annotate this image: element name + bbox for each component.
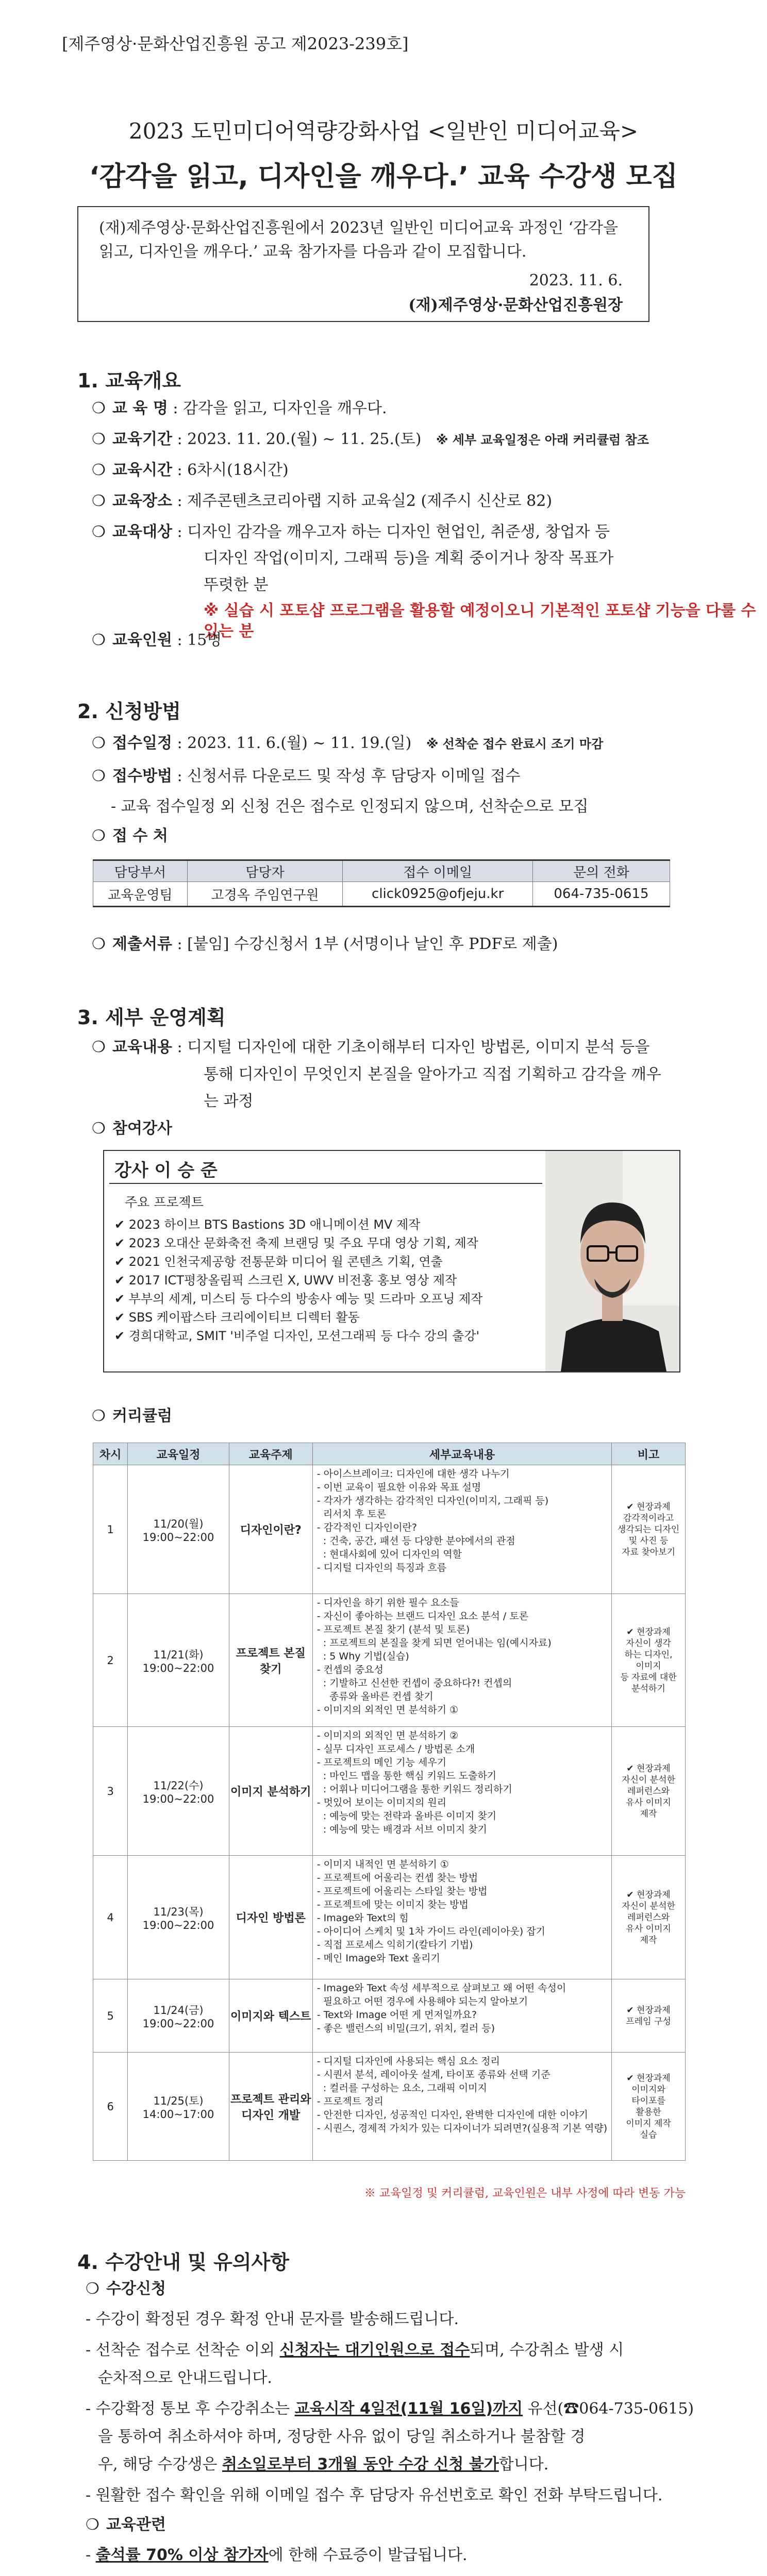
- table-row: [93, 1979, 686, 2053]
- curr-details: [312, 1594, 611, 1727]
- table-row: [93, 2053, 686, 2161]
- instructor-name: 강사 이 승 준: [114, 1160, 218, 1181]
- curr-details: [312, 1727, 611, 1856]
- curr-no: 4: [93, 1856, 128, 1979]
- docs-value: : [붙임] 수강신청서 1부 (서명이나 날인 후 PDF로 제출): [177, 935, 558, 953]
- intro-line1: (재)제주영상·문화산업진흥원에서 2023년 일반인 미디어교육 과정인 ‘감각을: [99, 219, 618, 237]
- circle-bullet-icon: ❍: [92, 492, 106, 510]
- curr-schedule: [128, 1594, 229, 1727]
- curr-detail-line: - 디지털 디자인에 사용되는 핵심 요소 정리: [316, 2056, 500, 2067]
- curr-date: 11/25(토): [153, 2094, 204, 2107]
- notice-item1: - 수강이 확정된 경우 확정 안내 문자를 발송해드립니다.: [86, 2310, 459, 2328]
- curr-detail-line: - 디자인을 하기 위한 필수 요소들: [316, 1597, 459, 1608]
- curr-remark: ✔ 현장과제 자신이 분석한 레퍼런스와 유사 이미지 제작: [612, 1856, 686, 1979]
- check-icon: ✔: [114, 1310, 129, 1325]
- curr-detail-line: : 현대사회에 있어 디자인의 역할: [316, 1549, 462, 1560]
- section4-heading: 4. 수강안내 및 유의사항: [77, 2251, 289, 2274]
- instructor-row: [92, 1117, 172, 1141]
- content-value1: : 디지털 디자인에 대한 기초이해부터 디자인 방법론, 이미지 분석 등을: [177, 1038, 650, 1056]
- edu-place-label: 교육장소: [112, 492, 172, 510]
- curr-no: 3: [93, 1727, 128, 1856]
- notice-item2: - 선착순 접수로 선착순 이외 신청자는 대기인원으로 접수되며, 수강취소 발생 시: [86, 2341, 624, 2359]
- edu-name-label: 교 육 명: [112, 399, 168, 417]
- circle-bullet-icon: ❍: [92, 767, 106, 785]
- curr-date: 11/23(목): [153, 1905, 204, 1918]
- intro-date: 2023. 11. 6.: [529, 272, 623, 290]
- circle-bullet-icon: ❍: [92, 631, 106, 649]
- curr-details: [312, 1856, 611, 1979]
- curr-header: 교육일정: [128, 1443, 229, 1465]
- notice-item6: [86, 2573, 613, 2576]
- table-row: [93, 1856, 686, 1979]
- edu-place-row: [92, 489, 552, 513]
- curr-detail-line: - 아이스브레이크: 디자인에 대한 생각 나누기: [316, 1468, 510, 1480]
- curr-time: 19:00~22:00: [142, 1919, 214, 1931]
- content-value2: 통해 디자인이 무엇인지 본질을 알아가고 직접 기획하고 감각을 깨우: [204, 1065, 661, 1083]
- curr-detail-line: 필요하고 어떤 경우에 사용해야 되는지 알아보기: [316, 1996, 528, 2007]
- sub-apply: ❍ 수강신청: [86, 2277, 166, 2301]
- edu-period-label: 교육기간: [112, 430, 172, 448]
- curr-time: 19:00~22:00: [142, 1662, 214, 1674]
- curr-time: 19:00~22:00: [142, 1531, 214, 1544]
- instructor-major: 주요 프로젝트: [125, 1195, 204, 1210]
- circle-bullet-icon: ❍: [92, 399, 106, 417]
- curr-detail-line: : 마인드 맵을 통한 핵심 키워드 도출하기: [316, 1770, 497, 1782]
- method-row: [92, 765, 520, 788]
- curr-no: 2: [93, 1594, 128, 1727]
- intro-line2: 읽고, 디자인을 깨우다.’ 교육 참가자를 다음과 같이 모집합니다.: [99, 243, 527, 261]
- circle-bullet-icon: ❍: [92, 935, 106, 953]
- curr-detail-line: : 기발하고 신선한 컨셉이 중요하다?! 컨셉의: [316, 1677, 512, 1689]
- edu-target-value1: : 디자인 감각을 깨우고자 하는 디자인 현업인, 취준생, 창업자 등: [177, 523, 610, 541]
- curr-schedule: [128, 1856, 229, 1979]
- curr-topic: 디자인 방법론: [229, 1856, 312, 1979]
- project-item: ✔ 2021 인천국제공항 전통문화 미디어 월 콘텐츠 기획, 연출: [114, 1255, 443, 1269]
- edu-count-label: 교육인원: [112, 631, 172, 649]
- edu-target-value2: 디자인 작업(이미지, 그래픽 등)을 계획 중이거나 창작 목표가: [204, 549, 614, 567]
- curr-header: 비고: [612, 1443, 686, 1465]
- dest-label: 접 수 처: [112, 827, 168, 845]
- edu-name-value: : 감각을 읽고, 디자인을 깨우다.: [173, 399, 387, 417]
- circle-bullet-icon: ❍: [92, 1120, 106, 1138]
- curr-no: 6: [93, 2053, 128, 2161]
- curr-detail-line: - 직접 프로세스 익히기(칼타기 기법): [316, 1939, 473, 1951]
- curr-detail-line: - 프로젝트의 메인 기능 세우기: [316, 1757, 447, 1768]
- contact-table: [93, 859, 670, 907]
- curr-details: [312, 2053, 611, 2161]
- curr-detail-line: - 안전한 디자인, 성공적인 디자인, 완벽한 디자인에 대한 이야기: [316, 2109, 588, 2121]
- table-row: [93, 1727, 686, 1856]
- check-icon: ✔: [114, 1292, 129, 1306]
- instructor-box: [103, 1150, 680, 1372]
- curr-detail-line: - 프로젝트에 어울리는 스타일 찾는 방법: [316, 1886, 488, 1897]
- notice-item2-cont: 순차적으로 안내드립니다.: [98, 2369, 272, 2387]
- curr-detail-line: - 프로젝트 정리: [316, 2096, 384, 2107]
- content-label: 교육내용: [112, 1038, 172, 1056]
- edu-period-note: ※ 세부 교육일정은 아래 커리큘럼 참조: [436, 433, 649, 447]
- contact-person: 고경옥 주임연구원: [187, 882, 343, 907]
- instructor-photo: [545, 1151, 679, 1371]
- circle-bullet-icon: ❍: [92, 461, 106, 479]
- title-line1: 2023 도민미디어역량강화사업 <일반인 미디어교육>: [128, 118, 639, 144]
- curr-detail-line: - Text와 Image 어떤 게 먼저일까요?: [316, 2009, 477, 2021]
- curr-date: 11/22(수): [153, 1779, 204, 1792]
- table-row: [93, 1594, 686, 1727]
- contact-header: 담당부서: [93, 860, 188, 882]
- notice-item3-cont: 을 통하여 취소하셔야 하며, 정당한 사유 없이 당일 취소하거나 불참할 경: [98, 2428, 586, 2446]
- curr-detail-line: - Image와 Text 속성 세부적으로 살펴보고 왜 어떤 속성이: [316, 1982, 566, 1994]
- section2-heading: 2. 신청방법: [77, 700, 181, 723]
- curr-detail-line: : 프로젝트의 본질을 찾게 되면 얻어내는 임(예시자료): [316, 1637, 552, 1649]
- curr-detail-line: - 멋있어 보이는 이미지의 원리: [316, 1797, 447, 1808]
- curr-detail-line: : 예능에 맞는 배경과 서브 이미지 찾기: [316, 1824, 487, 1835]
- curr-detail-line: - 자신이 좋아하는 브랜드 디자인 요소 분석 / 토론: [316, 1611, 529, 1622]
- intro-org: (재)제주영상·문화산업진흥원장: [408, 296, 623, 314]
- curr-detail-line: - 프로젝트에 어울리는 컨셉 찾는 방법: [316, 1872, 478, 1884]
- curr-time: 19:00~22:00: [142, 1792, 214, 1805]
- curr-detail-line: : 건축, 공간, 패션 등 다양한 분야에서의 관점: [316, 1535, 515, 1547]
- curr-time: 14:00~17:00: [142, 2108, 214, 2121]
- instructor-label: 참여강사: [112, 1120, 172, 1138]
- edu-period-value: : 2023. 11. 20.(월) ~ 11. 25.(토): [177, 430, 422, 448]
- recv-note: ※ 선착순 접수 완료시 조기 마감: [426, 737, 604, 751]
- contact-phone: 064-735-0615: [532, 882, 670, 907]
- curr-topic: 프로젝트 본질 찾기: [229, 1594, 312, 1727]
- curr-detail-line: : 컬러를 구성하는 요소, 그래픽 이미지: [316, 2082, 487, 2094]
- edu-hours-row: [92, 459, 289, 482]
- curr-detail-line: - 디지털 디자인의 특징과 흐름: [316, 1562, 447, 1573]
- check-icon: ✔: [114, 1273, 129, 1287]
- table-row: [93, 1465, 686, 1594]
- curr-detail-line: - 이미지의 외적인 면 분석하기 ①: [316, 1704, 459, 1716]
- contact-header: 담당자: [187, 860, 343, 882]
- curr-detail-line: - 이번 교육이 필요한 이유와 목표 설명: [316, 1482, 481, 1493]
- curr-no: 5: [93, 1979, 128, 2053]
- curr-detail-line: - 감각적인 디자인이란?: [316, 1522, 417, 1533]
- curr-details: [312, 1979, 611, 2053]
- section1-heading: 1. 교육개요: [77, 369, 181, 392]
- edu-target-note: ※ 실습 시 포토샵 프로그램을 활용할 예정이오니 기본적인 포토샵 기능을 다룰 수 있는 분: [204, 602, 756, 640]
- curr-detail-line: - 이미지 내적인 면 분석하기 ①: [316, 1859, 449, 1870]
- edu-count-row: [92, 629, 222, 652]
- contact-email[interactable]: click0925@ofjeju.kr: [343, 882, 533, 907]
- curr-detail-line: - 프로젝트에 맞는 이미지 찾는 방법: [316, 1899, 469, 1910]
- circle-bullet-icon: ❍: [86, 2516, 99, 2534]
- project-item: ✔ 경희대학교, SMIT '비주얼 디자인, 모션그래픽 등 다수 강의 출강': [114, 1329, 480, 1343]
- curr-remark: ✔ 현장과제 감각적이라고 생각되는 디자인 및 사진 등 자료 찾아보기: [612, 1465, 686, 1594]
- curr-date: 11/21(화): [153, 1648, 204, 1661]
- curr-detail-line: : 어휘나 미디어그램을 통한 키워드 정리하기: [316, 1784, 512, 1795]
- curr-date: 11/20(월): [153, 1517, 204, 1530]
- curr-topic: 프로젝트 관리와 디자인 개발: [229, 2053, 312, 2161]
- content-row: [92, 1036, 649, 1059]
- curr-topic: 디자인이란?: [229, 1465, 312, 1594]
- circle-bullet-icon: ❍: [92, 430, 106, 448]
- curr-detail-line: - 시퀀스, 경제적 가치가 있는 디자이너가 되려면?(실용적 기본 역량): [316, 2123, 608, 2134]
- edu-hours-value: : 6차시(18시간): [177, 461, 289, 479]
- curr-detail-line: - 아이디어 스케치 및 1차 가이드 라인(레이아웃) 잡기: [316, 1926, 545, 1937]
- notice-item3: - 수강확정 통보 후 수강취소는 교육시작 4일전(11월 16일)까지 유선(☎064-735-0615): [86, 2400, 694, 2418]
- contact-header: 문의 전화: [532, 860, 670, 882]
- docs-label: 제출서류: [112, 935, 172, 953]
- curr-detail-line: - 실무 디자인 프로세스 / 방법론 소개: [316, 1743, 475, 1755]
- edu-place-value: : 제주콘텐츠코리아랩 지하 교육실2 (제주시 신산로 82): [177, 492, 553, 510]
- curr-detail-line: - 이미지의 외적인 면 분석하기 ②: [316, 1730, 459, 1741]
- title-line2: ‘감각을 읽고, 디자인을 깨우다.’ 교육 수강생 모집: [89, 161, 678, 192]
- notice-item3-cont2: 우, 해당 수강생은 취소일로부터 3개월 동안 수강 신청 불가합니다.: [98, 2455, 549, 2473]
- curr-detail-line: 종류와 올바른 컨셉 찾기: [316, 1691, 433, 1702]
- circle-bullet-icon: ❍: [92, 1038, 106, 1056]
- curr-time: 19:00~22:00: [142, 2017, 214, 2030]
- curriculum-label: 커리큘럼: [112, 1407, 172, 1425]
- intro-box: [77, 206, 649, 322]
- recv-value: : 2023. 11. 6.(월) ~ 11. 19.(일): [177, 734, 412, 752]
- curr-schedule: [128, 1727, 229, 1856]
- recv-label: 접수일정: [112, 734, 172, 752]
- curr-remark: ✔ 현장과제 자신이 생각 하는 디자인, 이미지 등 자료에 대한 분석하기: [612, 1594, 686, 1727]
- contact-header: 접수 이메일: [343, 860, 533, 882]
- instructor-projects: [114, 1215, 482, 1345]
- curr-detail-line: - 각자가 생각하는 감각적인 디자인(이미지, 그래픽 등): [316, 1495, 549, 1506]
- project-item: ✔ SBS 케이팝스타 크리에이티브 디렉터 활동: [114, 1310, 360, 1325]
- curr-detail-line: - 프로젝트 본질 찾기 (분석 및 토론): [316, 1624, 470, 1635]
- notice-number: [제주영상·문화산업진흥원 공고 제2023-239호]: [62, 34, 409, 54]
- curr-header: 교육주제: [229, 1443, 312, 1465]
- curr-date: 11/24(금): [153, 2004, 204, 2016]
- content-value3: 는 과정: [204, 1092, 254, 1110]
- curr-remark: ✔ 현장과제 자신이 분석한 레퍼런스와 유사 이미지 제작: [612, 1727, 686, 1856]
- method-value: : 신청서류 다운로드 및 작성 후 담당자 이메일 접수: [177, 767, 521, 785]
- curr-detail-line: : 5 Why 기법(실습): [316, 1651, 409, 1662]
- curr-remark: ✔ 현장과제 이미지와 타이포를 활용한 이미지 제작 실습: [612, 2053, 686, 2161]
- divider: [109, 1183, 542, 1184]
- curr-topic: 이미지와 텍스트: [229, 1979, 312, 2053]
- circle-bullet-icon: ❍: [92, 523, 106, 541]
- edu-target-row: [92, 520, 610, 544]
- notice-item5: - 출석률 70% 이상 참가자에 한해 수료증이 발급됩니다.: [86, 2546, 468, 2564]
- check-icon: ✔: [114, 1255, 129, 1269]
- curr-remark: ✔ 현장과제 프레임 구성: [612, 1979, 686, 2053]
- method-label: 접수방법: [112, 767, 172, 785]
- circle-bullet-icon: ❍: [86, 2280, 99, 2298]
- curr-detail-line: : 예능에 맞는 전략과 올바른 이미지 찾기: [316, 1810, 497, 1822]
- curr-schedule: [128, 1979, 229, 2053]
- contact-dept: 교육운영팀: [93, 882, 188, 907]
- sub-edu: ❍ 교육관련: [86, 2513, 166, 2537]
- curriculum-row: [92, 1404, 172, 1428]
- edu-target-label: 교육대상: [112, 523, 172, 541]
- edu-name-row: [92, 397, 387, 420]
- edu-period-row: [92, 428, 649, 452]
- project-item: ✔ 2023 하이브 BTS Bastions 3D 애니메이션 MV 제작: [114, 1217, 421, 1232]
- curr-detail-line: - 좋은 밸런스의 비밀(크기, 위치, 컬러 등): [316, 2023, 495, 2034]
- recv-row: [92, 732, 603, 756]
- curr-detail-line: 리서치 후 토론: [316, 1509, 387, 1520]
- notice-item4: - 원활한 접수 확인을 위해 이메일 접수 후 담당자 유선번호로 확인 전화 부탁드립니다.: [86, 2486, 663, 2504]
- curriculum-footnote: ※ 교육일정 및 커리큘럼, 교육인원은 내부 사정에 따라 변동 가능: [364, 2187, 686, 2200]
- curr-topic: 이미지 분석하기: [229, 1727, 312, 1856]
- dest-row: [92, 824, 168, 848]
- check-icon: ✔: [114, 1217, 129, 1232]
- curr-no: 1: [93, 1465, 128, 1594]
- curr-detail-line: - 메인 Image와 Text 올리기: [316, 1953, 440, 1964]
- edu-hours-label: 교육시간: [112, 461, 172, 479]
- circle-bullet-icon: ❍: [92, 1407, 106, 1425]
- curr-detail-line: - 컨셉의 중요성: [316, 1664, 384, 1675]
- method-sub: - 교육 접수일정 외 신청 건은 접수로 인정되지 않으며, 선착순으로 모집: [111, 798, 589, 816]
- curr-header: 세부교육내용: [312, 1443, 611, 1465]
- edu-target-value3: 뚜렷한 분: [204, 576, 269, 594]
- curr-details: [312, 1465, 611, 1594]
- curr-detail-line: - 시퀀서 분석, 레이아웃 설계, 타이포 종류와 선택 기준: [316, 2069, 551, 2080]
- check-icon: ✔: [114, 1329, 129, 1343]
- edu-count-value: : 15명: [177, 631, 222, 649]
- check-icon: ✔: [114, 1236, 129, 1250]
- curr-detail-line: - Image와 Text의 힘: [316, 1912, 409, 1924]
- circle-bullet-icon: ❍: [92, 827, 106, 845]
- docs-row: [92, 933, 558, 956]
- curr-schedule: [128, 1465, 229, 1594]
- curriculum-table: [93, 1443, 686, 2161]
- project-item: ✔ 부부의 세계, 미스티 등 다수의 방송사 예능 및 드라마 오프닝 제작: [114, 1292, 483, 1306]
- curr-header: 차시: [93, 1443, 128, 1465]
- project-item: ✔ 2023 오대산 문화축전 축제 브랜딩 및 주요 무대 영상 기획, 제작: [114, 1236, 478, 1250]
- curr-schedule: [128, 2053, 229, 2161]
- section3-heading: 3. 세부 운영계획: [77, 1006, 226, 1029]
- circle-bullet-icon: ❍: [92, 734, 106, 752]
- project-item: ✔ 2017 ICT평창올림픽 스크린 X, UWV 비전홍 홍보 영상 제작: [114, 1273, 457, 1287]
